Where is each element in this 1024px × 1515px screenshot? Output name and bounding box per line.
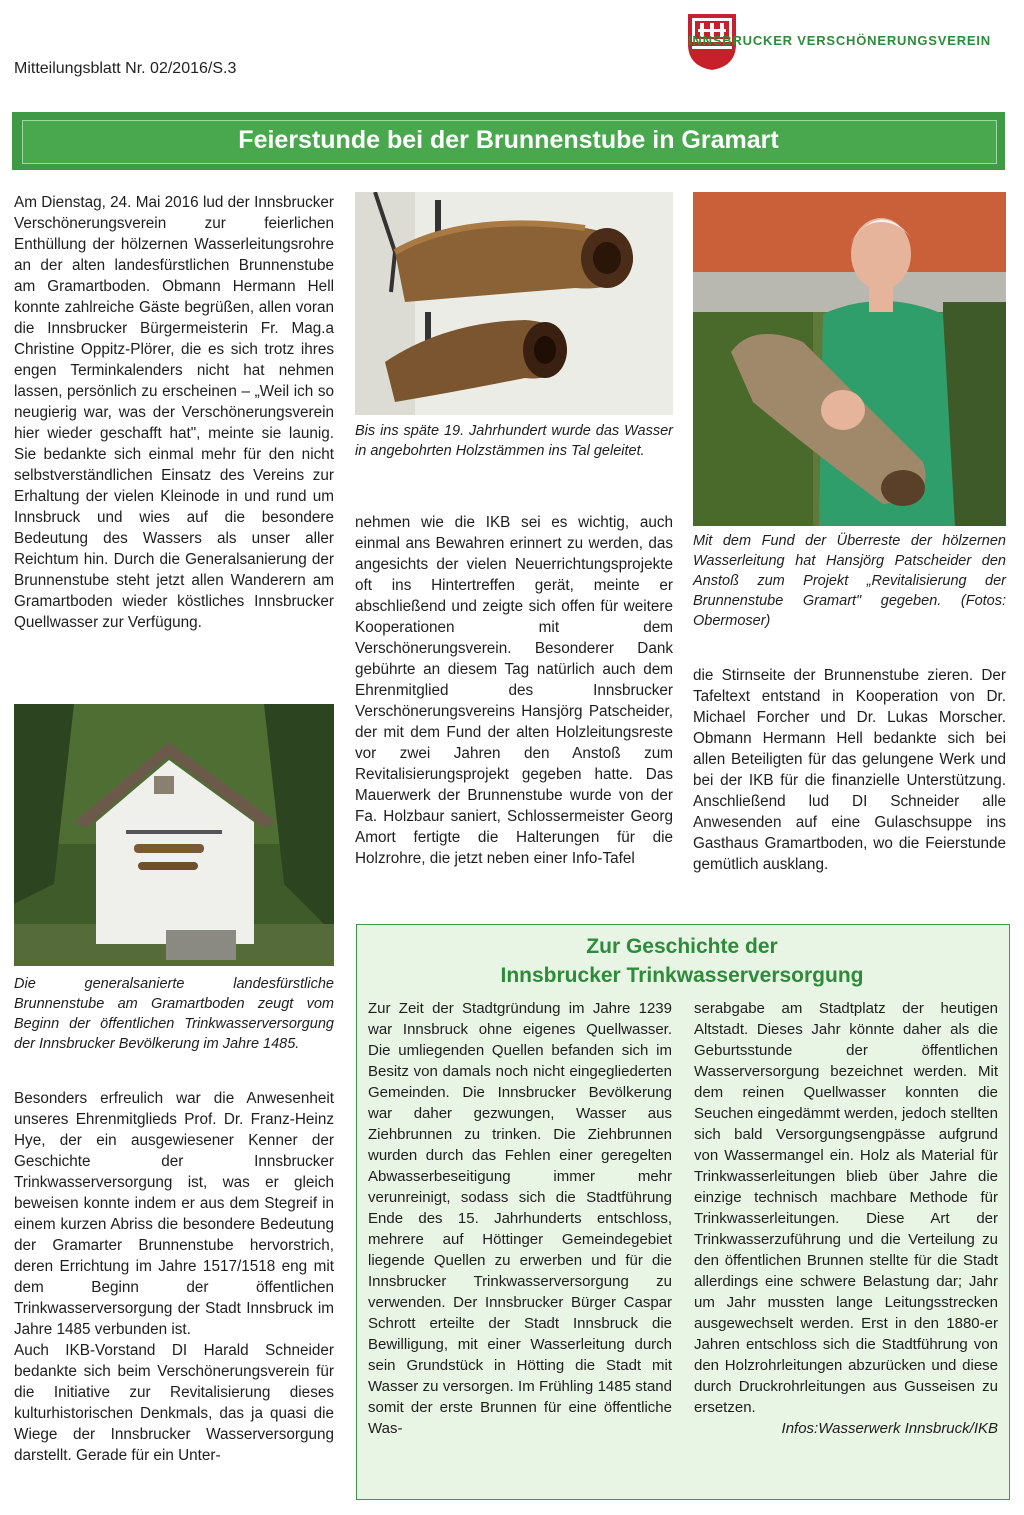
info-box-text: serabgabe am Stadtplatz der heutigen Altstadt. Dieses Jahr könnte daher als die Geburtsstunde der öffentlichen Wasserversorgung bezeichnet werden. Mit dem reinen Quellwasser konnten die Seuchen eingedämmt werden, jedoch stellten sich bald Versorgungsengpässe aufgrund von Wassermangel ein. Holz als Material für Trinkwasserleitungen blieb über Jahre die einzige technisch machbare Methode für Trinkwasserleitungen. Diese Art der Trinkwasserzuführung und die Verteilung zu den öffentlichen Brunnen stellte für die Stadt allerdings eine schwere Belastung dar; Jahr um Jahr mussten lange Leitungsstrecken ausgewechselt werden. Erst in den 1880-er Jahren entschloss sich die Stadtführung von den Holzrohrleitungen abzurücken und diese durch Druckrohrleitungen aus Gusseisen zu ersetzen.: [694, 1000, 998, 1416]
article-paragraph: Am Dienstag, 24. Mai 2016 lud der Innsbrucker Verschönerungsverein zur feierlichen Enthüllung der hölzernen Wasserleitungsrohre an der alten landesfürstlichen Brunnenstube am Gramartboden. Obmann Hermann Hell konnte zahlreiche Gäste begrüßen, allen voran die Innsbrucker Bürgermeisterin Fr. Mag.a Christine Oppitz-Plörer, die es sich trotz ihres engen Terminkalenders nicht hat nehmen lassen, persönlich zu erscheinen – „Weil ich so neugierig war, was der Verschönerungsverein hier wieder geschafft hat", meinte sie launig. Sie bedankte sich einmal mehr für den nicht selbstverständlichen Einsatz des Vereins zur Erhaltung der vielen Kleinode in und rund um Innsbruck und wies auf die besondere Bedeutung des Wassers als unser aller Reichtum hin. Durch die Generalsanierung der Brunnenstube steht jetzt allen Wanderern am Gramartboden wieder köstliches Innsbrucker Quellwasser zur Verfügung.: [14, 194, 334, 631]
issue-label: Mitteilungsblatt Nr. 02/2016/S.3: [14, 60, 237, 77]
info-box-credit: Infos:Wasserwerk Innsbruck/IKB: [781, 1420, 998, 1437]
article-paragraph: nehmen wie die IKB sei es wichtig, auch einmal ans Bewahren erinnert zu werden, das angesichts der vielen Neuerrichtungsprojekte oft ins Hintertreffen gerät, meinte er abschließend und zeigte sich offen für weitere Kooperationen mit dem Verschönerungsverein. Besonderer Dank gebührte an diesem Tag natürlich auch dem Ehrenmitglied des Innsbrucker Verschönerungsvereins Hansjörg Patscheider, der mit dem Fund der alten Holzleitungsreste vor zwei Jahren den Anstoß zum Revitalisierungsprojekt gegeben hatte. Das Mauerwerk der Brunnenstube wurde von der Fa. Holzbaur saniert, Schlossermeister Georg Amort fertigte die Halterungen für die Holzrohre, die jetzt neben einer Info-Tafel: [355, 514, 673, 867]
article-column-2: [355, 512, 673, 879]
photo-caption-pipes: Bis ins späte 19. Jahrhundert wurde das Wasser in angebohrten Holzstämmen ins Tal geleitet.: [355, 423, 673, 459]
article-column-1b: [14, 1088, 334, 1476]
article-paragraph: die Stirnseite der Brunnenstube zieren. Der Tafeltext entstand in Kooperation von Dr. Michael Forcher und Dr. Lukas Morscher. Obmann Hermann Hell bedankte sich bei allen Beteiligten für das gelungene Werk und bei der IKB für die finanzielle Unterstützung. Anschließend lud DI Schneider alle Anwesenden auf eine Gulaschsuppe ins Gasthaus Gramartboden, wo die Feierstunde gemütlich ausklang.: [693, 667, 1006, 873]
photo-caption-man: Mit dem Fund der Überreste der hölzernen Wasserleitung hat Hansjörg Patscheider den Anstoß zum Projekt „Revitalisierung der Brunnenstube Gramart" gegeben. (Fotos: Obermoser): [693, 533, 1006, 629]
info-box-column-right: [694, 998, 998, 1439]
brunnenstube-photo: [14, 704, 334, 966]
info-box-title-line: Zur Geschichte der: [586, 935, 778, 958]
info-box-title: [356, 932, 1008, 990]
photo-caption-house: Die generalsanierte landesfürstliche Brunnenstube am Gramartboden zeugt vom Beginn der öffentlichen Trinkwasserversorgung der Innsbrucker Bevölkerung im Jahre 1485.: [14, 976, 334, 1052]
article-paragraph: Auch IKB-Vorstand DI Harald Schneider bedankte sich beim Verschönerungsverein für die Initiative zur Revitalisierung dieses kulturhistorischen Denkmals, das ja quasi die Wiege der Innsbrucker Wasserversorgung darstellt. Gerade für ein Unter-: [14, 1342, 334, 1464]
association-name: INNSBRUCKER VERSCHÖNERUNGSVEREIN: [688, 33, 991, 48]
article-column-3: [693, 665, 1006, 885]
info-box-title-line: Innsbrucker Trinkwasserversorgung: [500, 964, 864, 987]
headline: Feierstunde bei der Brunnenstube in Gramart: [238, 126, 779, 154]
info-box-column-left: Zur Zeit der Stadtgründung im Jahre 1239 war Innsbruck ohne eigenes Quellwasser. Die umliegenden Quellen befanden sich im Besitz von damals noch nicht eingegliederten Gemeinden. Die Innsbrucker Bevölkerung war daher gezwungen, Wasser aus Ziehbrunnen zu trinken. Die Ziehbrunnen wurden durch das Fehlen einer geregelten Abwasserbeseitigung immer mehr verunreinigt, sodass sich die Stadtführung Ende des 15. Jahrhunderts entschloss, mehrere auf Höttinger Gemeindegebiet liegende Quellen zu erwerben und für die Innsbrucker Trinkwasserversorgung zu verwenden. Der Innsbrucker Bürger Caspar Schrott erteilte der Stadt Innsbruck die Bewilligung, mit einer Wasserleitung durch sein Grundstück in Hötting die Stadt mit Wasser zu versorgen. Im Frühling 1485 stand somit der erste Brunnen für eine öffentliche Was-: [368, 1000, 672, 1437]
article-column-1: [14, 192, 334, 643]
article-paragraph: Besonders erfreulich war die Anwesenheit unseres Ehrenmitglieds Prof. Dr. Franz-Heinz Hye, der ein ausgewiesener Kenner der Geschichte der Innsbrucker Trinkwasserversorgung ist, was er gleich beweisen konnte indem er aus dem Stegreif in einem kurzen Abriss die besondere Bedeutung der Gramarter Brunnenstube hervorstrich, deren Errichtung im Jahre 1517/1518 eng mit dem Beginn der öffentlichen Trinkwasserversorgung der Stadt Innsbruck im Jahre 1485 verbunden ist.: [14, 1090, 334, 1338]
patscheider-photo: [693, 192, 1006, 526]
wooden-pipes-photo: [355, 192, 673, 415]
